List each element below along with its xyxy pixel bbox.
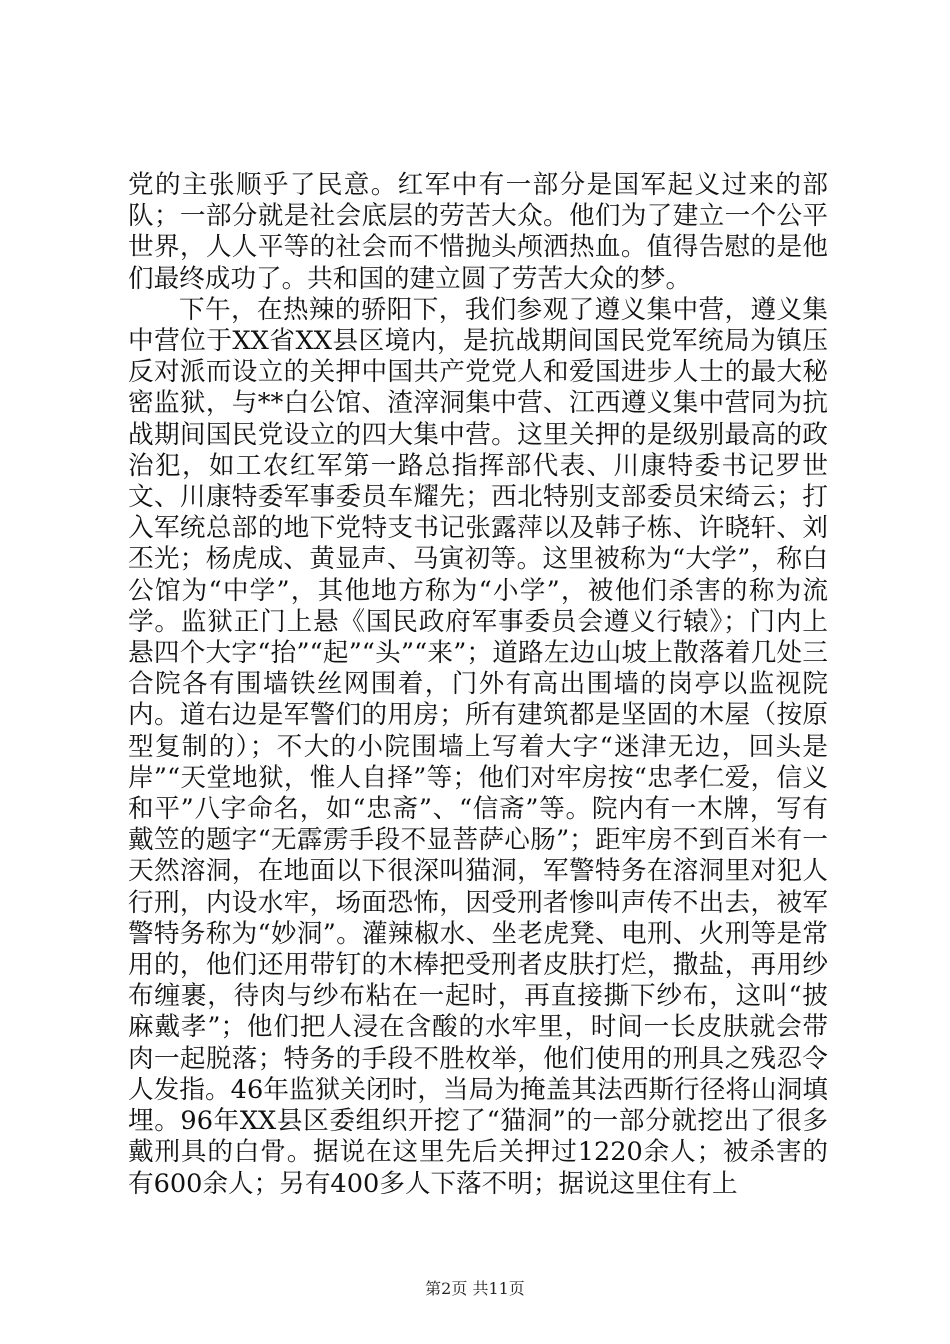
page-footer: 第2页 共11页 bbox=[425, 1279, 525, 1298]
paragraph-2: 下午，在热辣的骄阳下，我们参观了遵义集中营，遵义集中营位于XX省XX县区境内，是抗战期间国民党军统局为镇压反对派而设立的关押中国共产党党人和爱国进步人士的最大秘密监狱，与**白公馆、渣滓洞集中营、江西遵义集中营同为抗战期间国民党设立的四大集中营。这里关押的是级别最高的政治犯，如工农红军第一路总指挥部代表、川康特委书记罗世文、川康特委军事委员车耀先；西北特别支部委员宋绮云；打入军统总部的地下党特支书记张露萍以及韩子栋、许晓轩、刘丕光；杨虎成、黄显声、马寅初等。这里被称为“大学”，称白公馆为“中学”，其他地方称为“小学”，被他们杀害的称为流学。监狱正门上悬《国民政府军事委员会遵义行辕》；门内上悬四个大字“抬”“起”“头”“来”；道路左边山坡上散落着几处三合院各有围墙铁丝网围着，门外有高出围墙的岗亭以监视院内。道右边是军警们的用房；所有建筑都是坚固的木屋（按原型复制的）；不大的小院围墙上写着大字“迷津无边，回头是岸”“天堂地狱，惟人自择”等；他们对牢房按“忠孝仁爱，信义和平”八字命名，如“忠斋”、“信斋”等。院内有一木牌，写有戴笠的题字“无霹雳手段不显菩萨心肠”；距牢房不到百米有一天然溶洞，在地面以下很深叫猫洞，军警特务在溶洞里对犯人行刑，内设水牢，场面恐怖，因受刑者惨叫声传不出去，被军警特务称为“妙洞”。灌辣椒水、坐老虎凳、电刑、火刑等是常用的，他们还用带钉的木棒把受刑者皮肤打烂，撒盐，再用纱布缠裹，待肉与纱布粘在一起时，再直接撕下纱布，这叫“披麻戴孝”；他们把人浸在含酸的水牢里，时间一长皮肤就会带肉一起脱落；特务的手段不胜枚举，他们使用的刑具之残忍令人发指。46年监狱关闭时，当局为掩盖其法西斯行径将山洞填埋。96年XX县区委组织开挖了“猫洞”的一部分就挖出了很多戴刑具的白骨。据说在这里先后关押过1220余人；被杀害的有600余人；另有400多人下落不明；据说这里住有上 bbox=[128, 294, 828, 1199]
paragraph-1: 党的主张顺乎了民意。红军中有一部分是国军起义过来的部队；一部分就是社会底层的劳苦大众。他们为了建立一个公平世界，人人平等的社会而不惜抛头颅洒热血。值得告慰的是他们最终成功了。共和国的建立圆了劳苦大众的梦。 bbox=[128, 170, 828, 294]
document-body bbox=[128, 170, 828, 1200]
